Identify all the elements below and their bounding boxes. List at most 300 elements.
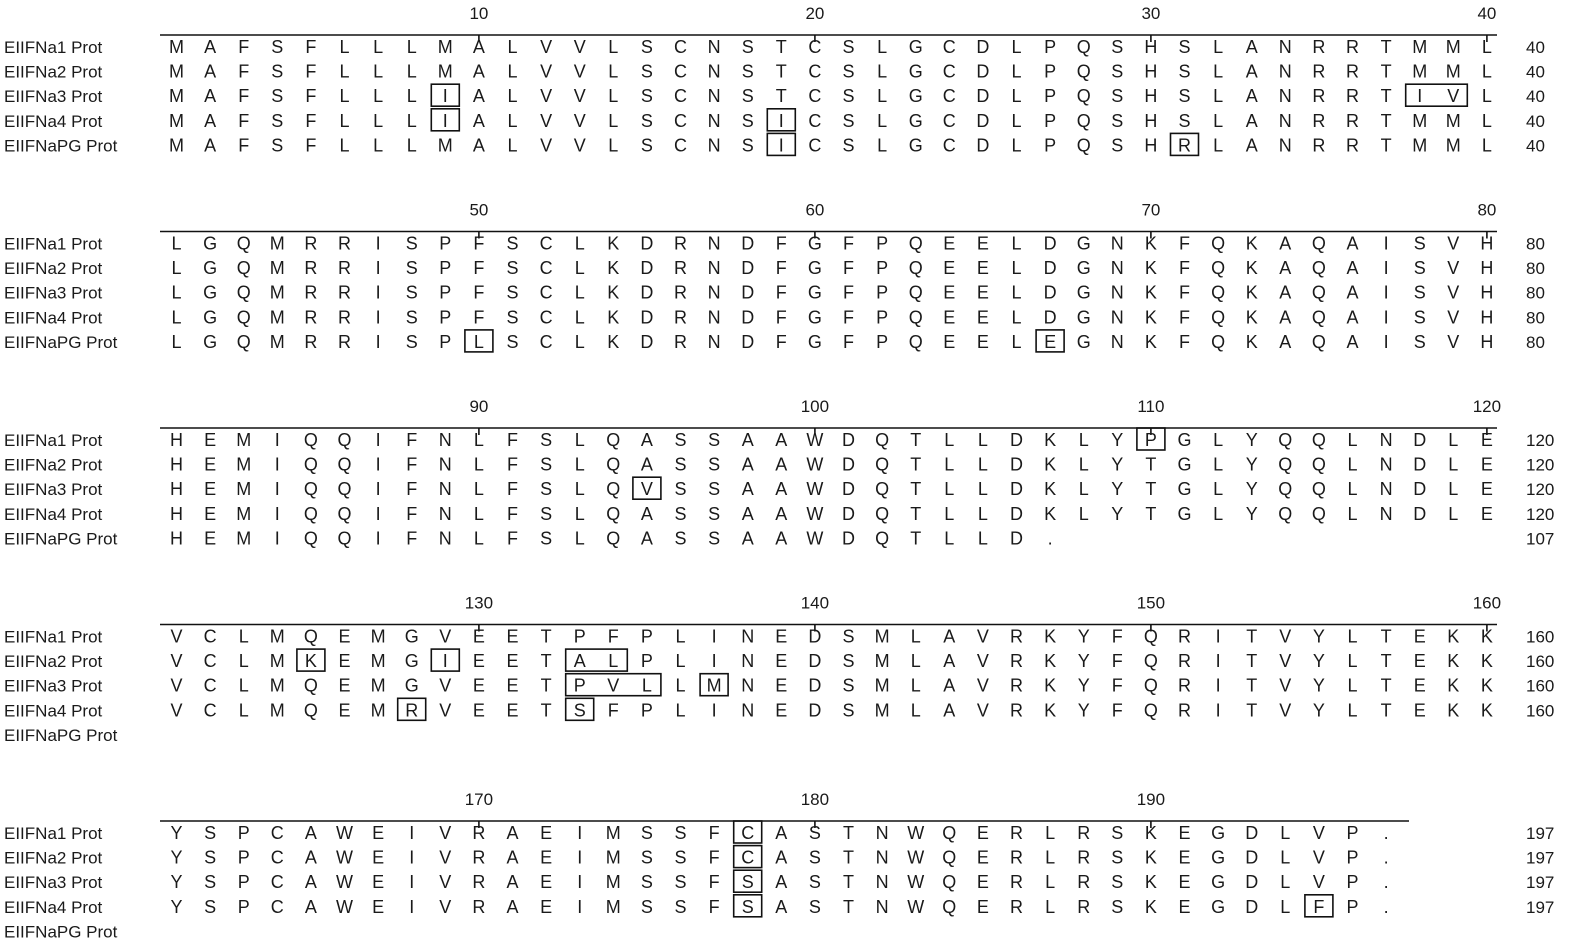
- residue: M: [370, 675, 386, 696]
- residue: A: [472, 61, 485, 82]
- residue: R: [338, 258, 351, 279]
- residue: S: [204, 872, 217, 893]
- residue: M: [874, 651, 890, 672]
- residue: P: [1044, 61, 1057, 82]
- sequence-name: EIIFNa1 Prot: [4, 824, 103, 843]
- residue: V: [1279, 651, 1292, 672]
- residue: I: [274, 528, 280, 549]
- residue: S: [1413, 233, 1426, 254]
- sequence-end-position: 40: [1526, 38, 1545, 57]
- residue: P: [876, 331, 889, 352]
- residue: A: [1245, 86, 1258, 107]
- residue: S: [405, 307, 418, 328]
- residue: S: [640, 847, 653, 868]
- residue: L: [1347, 454, 1358, 475]
- residue: S: [271, 37, 284, 57]
- residue: E: [1044, 331, 1057, 352]
- residue: F: [1111, 675, 1123, 696]
- residue: I: [711, 626, 717, 647]
- sequence-row: [4, 676, 1554, 696]
- residue: T: [843, 823, 854, 843]
- residue: S: [808, 896, 821, 917]
- residue: D: [1043, 233, 1057, 254]
- residue: A: [1245, 110, 1258, 131]
- residue: A: [775, 847, 788, 868]
- residue: Q: [236, 233, 251, 254]
- residue: A: [1245, 37, 1258, 57]
- residue: N: [1379, 430, 1393, 450]
- residue: I: [577, 872, 583, 893]
- residue: M: [169, 135, 184, 156]
- ruler-position-label: 20: [805, 4, 825, 23]
- residue: R: [1346, 135, 1359, 156]
- residue: F: [406, 454, 418, 475]
- residue: A: [1279, 307, 1292, 328]
- residue: L: [1448, 503, 1459, 524]
- residue: K: [607, 331, 620, 352]
- residue: L: [910, 675, 921, 696]
- residue: R: [1010, 700, 1023, 721]
- residue: M: [370, 626, 386, 647]
- residue: A: [1245, 135, 1258, 156]
- residue: S: [842, 37, 855, 57]
- residue: C: [674, 86, 687, 107]
- residue: T: [1380, 651, 1392, 672]
- residue: F: [406, 528, 418, 549]
- residue: A: [775, 823, 788, 843]
- residue: G: [404, 626, 419, 647]
- residue: L: [608, 61, 619, 82]
- residue: S: [741, 86, 754, 107]
- residue: T: [1246, 651, 1258, 672]
- residue: E: [540, 847, 553, 868]
- residue: A: [1346, 258, 1359, 279]
- residue: S: [842, 110, 855, 131]
- residue: L: [608, 651, 619, 672]
- residue: E: [976, 331, 989, 352]
- residue: S: [808, 847, 821, 868]
- residue: Y: [1077, 700, 1090, 721]
- alignment-block: [4, 201, 1545, 352]
- sequence-name: EIIFNa1 Prot: [4, 38, 103, 57]
- residue: R: [338, 233, 351, 254]
- residue: R: [674, 331, 687, 352]
- residue: E: [943, 331, 956, 352]
- residue: L: [507, 37, 518, 57]
- residue: Y: [1111, 479, 1124, 500]
- residue: P: [237, 847, 250, 868]
- residue: F: [843, 307, 854, 328]
- ruler-position-label: 90: [469, 397, 489, 416]
- residue: L: [574, 479, 585, 500]
- sequence-row: [4, 258, 1545, 278]
- residue: L: [1347, 700, 1358, 721]
- residue: D: [1245, 896, 1259, 917]
- residue: T: [775, 37, 787, 57]
- residue: L: [473, 454, 484, 475]
- residue: S: [1111, 86, 1124, 107]
- residue: W: [806, 454, 824, 475]
- residue: L: [1347, 675, 1358, 696]
- residue: L: [1481, 86, 1492, 107]
- residue: L: [910, 626, 921, 647]
- residue: D: [1413, 503, 1427, 524]
- residue: G: [1177, 454, 1192, 475]
- residue: R: [472, 872, 486, 893]
- residue: Q: [1076, 86, 1091, 107]
- residue: N: [707, 282, 721, 303]
- residue: S: [405, 258, 418, 279]
- residue: M: [605, 847, 621, 868]
- residue: S: [674, 503, 687, 524]
- residue: R: [1312, 86, 1326, 107]
- residue: I: [274, 479, 280, 500]
- residue: T: [843, 847, 854, 868]
- residue: V: [1312, 872, 1325, 893]
- residue: L: [473, 479, 484, 500]
- sequence-row: [4, 455, 1554, 475]
- residue: R: [1312, 135, 1326, 156]
- residue: C: [270, 896, 284, 917]
- residue: P: [640, 626, 653, 647]
- residue: K: [1447, 626, 1460, 647]
- sequence-name: EIIFNa3 Prot: [4, 480, 103, 500]
- residue: N: [707, 86, 721, 107]
- residue: V: [976, 651, 989, 672]
- residue: L: [473, 430, 484, 450]
- residue: L: [238, 626, 249, 647]
- residue: F: [1111, 700, 1123, 721]
- residue: Q: [1143, 700, 1158, 721]
- residue: Y: [1245, 430, 1258, 450]
- residue: Q: [1143, 651, 1158, 672]
- residue: F: [708, 847, 720, 868]
- residue: G: [1076, 233, 1091, 254]
- residue: C: [808, 61, 822, 82]
- residue: L: [574, 282, 585, 303]
- residue: Q: [606, 503, 621, 524]
- residue: Q: [875, 528, 890, 549]
- residue: C: [539, 307, 553, 328]
- residue: N: [875, 872, 889, 893]
- residue: M: [1445, 135, 1461, 156]
- residue: P: [237, 872, 250, 893]
- residue: Q: [1278, 430, 1293, 450]
- residue: Q: [303, 454, 318, 475]
- residue: N: [1278, 86, 1292, 107]
- sequence-row: [4, 62, 1545, 82]
- residue: G: [1177, 503, 1192, 524]
- residue: I: [577, 896, 583, 917]
- residue: T: [1145, 479, 1157, 500]
- residue: F: [507, 528, 518, 549]
- residue: A: [943, 626, 956, 647]
- sequence-row: [4, 651, 1554, 671]
- residue: H: [170, 430, 183, 450]
- residue: C: [270, 847, 284, 868]
- residue: L: [944, 528, 955, 549]
- residue: M: [169, 61, 184, 82]
- residue: L: [171, 258, 182, 279]
- residue: A: [741, 528, 754, 549]
- residue: L: [406, 37, 417, 57]
- residue: K: [1480, 626, 1493, 647]
- residue: G: [203, 282, 218, 303]
- residue: R: [472, 847, 486, 868]
- residue: E: [338, 700, 351, 721]
- residue: D: [976, 135, 990, 156]
- residue: F: [1179, 233, 1190, 254]
- residue: E: [1178, 823, 1191, 843]
- residue: C: [539, 282, 553, 303]
- residue: S: [271, 86, 284, 107]
- residue: F: [1111, 651, 1123, 672]
- residue: A: [1245, 61, 1258, 82]
- residue: F: [775, 233, 787, 254]
- residue: E: [204, 454, 217, 475]
- residue: F: [473, 258, 485, 279]
- residue: N: [707, 135, 721, 156]
- residue: N: [707, 258, 721, 279]
- residue: M: [236, 528, 252, 549]
- residue: F: [238, 61, 250, 82]
- residue: K: [1044, 700, 1057, 721]
- sequence-row: [4, 504, 1554, 524]
- residue: E: [775, 675, 788, 696]
- residue: I: [711, 651, 717, 672]
- residue: L: [574, 307, 585, 328]
- residue: R: [1077, 847, 1091, 868]
- sequence-name: EIIFNa3 Prot: [4, 283, 103, 303]
- sequence-name: EIIFNaPG Prot: [4, 725, 118, 745]
- residue: T: [1380, 675, 1392, 696]
- residue: I: [375, 282, 381, 303]
- residue: V: [1279, 675, 1292, 696]
- residue: E: [943, 233, 956, 254]
- residue: .: [1383, 847, 1389, 868]
- ruler-position-label: 40: [1477, 4, 1497, 23]
- sequence-end-position: 197: [1526, 824, 1555, 843]
- residue: T: [1246, 626, 1258, 647]
- residue: V: [573, 135, 586, 156]
- residue: L: [1280, 847, 1291, 868]
- residue: R: [1010, 823, 1023, 843]
- residue: P: [640, 700, 653, 721]
- residue: N: [875, 847, 889, 868]
- residue: T: [1246, 700, 1258, 721]
- residue: S: [405, 233, 418, 254]
- residue: N: [707, 37, 721, 57]
- residue: I: [1383, 282, 1389, 303]
- sequence-row: [4, 700, 1554, 720]
- residue: R: [304, 258, 318, 279]
- residue: L: [339, 61, 350, 82]
- residue: V: [540, 61, 553, 82]
- residue: P: [1346, 823, 1359, 843]
- residue: A: [1279, 233, 1292, 254]
- residue: C: [942, 135, 956, 156]
- residue: L: [339, 86, 350, 107]
- residue: C: [942, 86, 956, 107]
- residue: A: [640, 454, 653, 475]
- residue: L: [574, 331, 585, 352]
- residue: S: [741, 110, 754, 131]
- residue: M: [269, 675, 285, 696]
- residue: P: [1144, 430, 1157, 450]
- residue: G: [1177, 430, 1192, 450]
- residue: T: [1380, 135, 1392, 156]
- ruler-position-label: 170: [464, 790, 494, 809]
- residue: E: [204, 528, 217, 549]
- residue: G: [807, 282, 822, 303]
- residue: P: [439, 331, 452, 352]
- residue: R: [674, 307, 687, 328]
- residue: E: [204, 430, 217, 450]
- residue: Q: [1311, 233, 1326, 254]
- ruler-position-label: 10: [469, 4, 489, 23]
- residue: L: [1213, 454, 1224, 475]
- sequence-row: [4, 135, 1545, 155]
- residue: L: [1213, 61, 1224, 82]
- residue: E: [540, 896, 553, 917]
- residue: C: [539, 331, 553, 352]
- residue: K: [1245, 331, 1258, 352]
- residue: R: [1312, 110, 1326, 131]
- residue: T: [843, 896, 854, 917]
- residue: Q: [606, 479, 621, 500]
- residue: S: [674, 847, 687, 868]
- residue: M: [605, 872, 621, 893]
- residue: S: [506, 258, 519, 279]
- residue: L: [608, 86, 619, 107]
- residue: M: [1445, 37, 1461, 57]
- residue: E: [506, 700, 519, 721]
- residue: L: [339, 37, 350, 57]
- residue: M: [169, 110, 184, 131]
- residue: A: [1279, 331, 1292, 352]
- residue: M: [1412, 61, 1428, 82]
- residue: L: [1448, 479, 1459, 500]
- residue: A: [304, 823, 317, 843]
- residue: S: [204, 823, 217, 843]
- residue: A: [1346, 307, 1359, 328]
- residue: .: [1383, 896, 1389, 917]
- residue: Q: [1211, 331, 1226, 352]
- residue: L: [238, 651, 249, 672]
- alignment-block: [4, 594, 1554, 745]
- residue: P: [876, 282, 889, 303]
- residue: I: [778, 110, 784, 131]
- residue: Q: [1278, 454, 1293, 475]
- sequence-row: [4, 283, 1545, 303]
- residue: V: [540, 110, 553, 131]
- residue: H: [1480, 307, 1494, 328]
- residue: T: [540, 675, 552, 696]
- sequence-name: EIIFNa2 Prot: [4, 455, 103, 475]
- residue: L: [1011, 331, 1022, 352]
- residue: P: [1346, 896, 1359, 917]
- residue: A: [506, 872, 519, 893]
- residue: S: [573, 700, 586, 721]
- residue: V: [607, 675, 620, 696]
- residue: D: [1245, 847, 1259, 868]
- residue: Q: [236, 282, 251, 303]
- residue: A: [1346, 233, 1359, 254]
- residue: A: [204, 61, 217, 82]
- residue: S: [842, 675, 855, 696]
- ruler-position-label: 70: [1141, 200, 1161, 220]
- residue: P: [876, 233, 889, 254]
- residue: L: [373, 110, 384, 131]
- residue: D: [741, 233, 755, 254]
- residue: L: [171, 282, 182, 303]
- residue: I: [1215, 626, 1221, 647]
- residue: L: [1481, 135, 1492, 156]
- residue: C: [808, 135, 822, 156]
- residue: L: [641, 675, 652, 696]
- residue: L: [1045, 872, 1056, 893]
- residue: T: [910, 430, 922, 450]
- residue: P: [439, 307, 452, 328]
- residue: S: [1413, 258, 1426, 279]
- residue: E: [204, 479, 217, 500]
- residue: N: [1379, 479, 1393, 500]
- residue: F: [238, 37, 250, 57]
- residue: K: [1144, 896, 1157, 917]
- residue: Q: [1311, 331, 1326, 352]
- residue: V: [439, 823, 452, 843]
- residue: P: [439, 233, 452, 254]
- residue: C: [674, 135, 687, 156]
- sequence-end-position: 40: [1526, 87, 1545, 107]
- residue: Q: [942, 872, 957, 893]
- residue: A: [304, 872, 317, 893]
- residue: Q: [337, 503, 352, 524]
- residue: .: [1383, 872, 1389, 893]
- sequence-end-position: 160: [1526, 627, 1555, 647]
- residue: P: [573, 675, 586, 696]
- residue: I: [375, 528, 381, 549]
- residue: S: [1413, 282, 1426, 303]
- residue: G: [203, 331, 218, 352]
- residue: I: [375, 479, 381, 500]
- residue: M: [437, 135, 453, 156]
- residue: D: [640, 233, 654, 254]
- residue: K: [1245, 282, 1258, 303]
- residue: R: [1346, 61, 1359, 82]
- residue: R: [1178, 135, 1191, 156]
- residue: F: [775, 307, 787, 328]
- residue: V: [439, 700, 452, 721]
- residue: P: [439, 282, 452, 303]
- residue: V: [439, 847, 452, 868]
- residue: L: [910, 651, 921, 672]
- alignment-block: [4, 397, 1554, 548]
- residue: L: [1011, 307, 1022, 328]
- residue: G: [1211, 823, 1226, 843]
- residue: A: [775, 896, 788, 917]
- residue: A: [741, 479, 754, 500]
- residue: F: [473, 307, 485, 328]
- residue: L: [373, 86, 384, 107]
- sequence-end-position: 197: [1526, 848, 1555, 868]
- residue: H: [1480, 282, 1494, 303]
- ruler-position-label: 140: [800, 593, 830, 613]
- residue: N: [1110, 307, 1124, 328]
- residue: L: [406, 135, 417, 156]
- residue: E: [1413, 700, 1426, 721]
- residue: A: [204, 135, 217, 156]
